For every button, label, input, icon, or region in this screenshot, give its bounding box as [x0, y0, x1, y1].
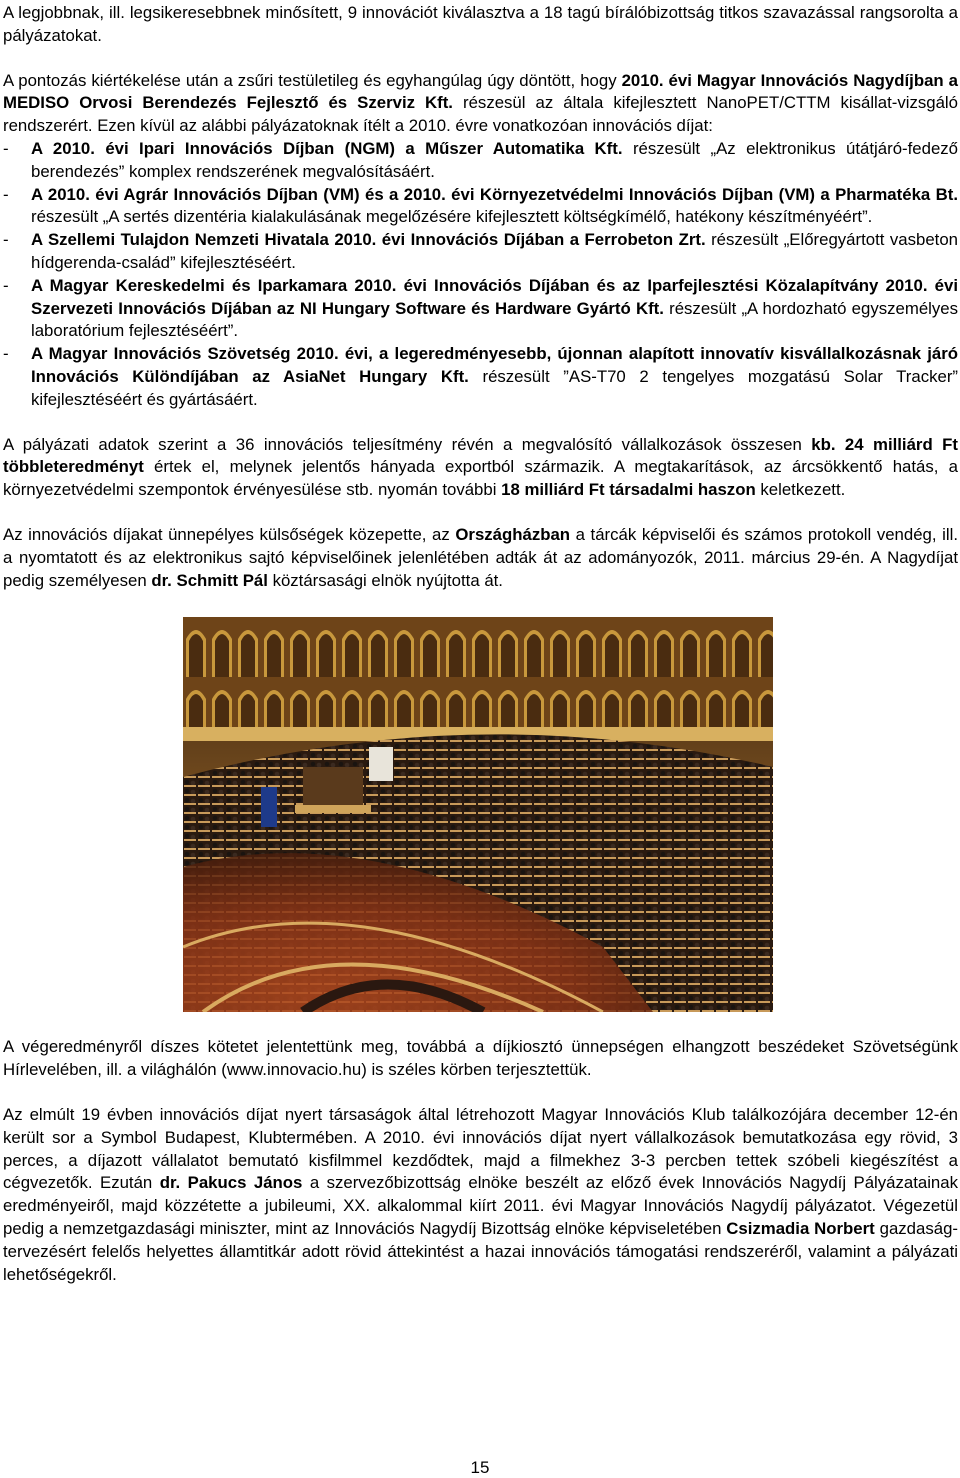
text-span: köztársasági elnök nyújtotta át. [267, 570, 503, 590]
president-name: dr. Schmitt Pál [151, 570, 268, 590]
person-name: Csizmadia Norbert [726, 1218, 875, 1238]
spacer [3, 502, 958, 524]
document-page [3, 0, 958, 1286]
award-item [3, 184, 958, 230]
parliament-photo [183, 617, 773, 1012]
spacer [3, 1012, 958, 1036]
text-span: Az elmúlt 19 évben innovációs díjat nyert társaságok által létrehozott Magyar Innovációs Klub találkozójára december 12-én került sor a Symbol Budapest, Klubtermében. A 2010. évi innovációs díjat nyert vállalkozások bemutatkozása egy rövid, 3 perces, a díjazott vállalatot bemutató kisfilmmel kezdődtek, majd a filmekhez 3-3 percben tettek szóbeli kiegészítést a cégvezetők. Ezután [3, 1104, 958, 1193]
award-description: részesült ”AS-T70 2 tengelyes mozgatású Solar Tracker” kifejlesztéséért és gyártásáért. [31, 366, 958, 409]
list-dash: - [3, 138, 9, 158]
club-paragraph [3, 1104, 958, 1286]
text-span: A pályázati adatok szerint a 36 innovációs teljesítmény révén a megvalósító vállalkozások összesen [3, 434, 812, 454]
grand-prize-winner: 2010. évi Magyar Innovációs Nagydíjban a MEDISO Orvosi Berendezés Fejlesztő és Szerviz Kft. [3, 70, 958, 113]
list-dash: - [3, 230, 9, 250]
award-item [3, 275, 958, 343]
award-title: A Szellemi Tulajdon Nemzeti Hivatala 2010. évi Innovációs Díjában a Ferrobeton Zrt. [31, 230, 706, 250]
intro-paragraph-1: A legjobbnak, ill. legsikeresebbnek minősített, 9 innovációt kiválasztva a 18 tagú bírálóbizottság titkos szavazással rangsorolta a pályázatokat. [3, 3, 958, 45]
spacer [3, 1082, 958, 1104]
award-title: A 2010. évi Agrár Innovációs Díjban (VM) és a 2010. évi Környezetvédelmi Innovációs Díjban (VM) a Pharmatéka Bt. [31, 184, 958, 204]
award-item [3, 229, 958, 275]
page-number: 15 [470, 1458, 490, 1477]
intro-paragraph-2 [3, 70, 958, 138]
highlight-surplus: kb. 24 milliárd Ft többleteredményt [3, 434, 958, 477]
award-description: részesült „Az elektronikus útátjáró-fedező berendezés” komplex rendszerének megvalósításáért. [31, 138, 958, 181]
text-span: a szervezőbizottság elnöke beszélt az előző évek Innovációs Nagydíj Pályázatainak eredményeiről, majd közzétette a jubileumi, XX. alkalommal kiírt 2011. évi Magyar Innovációs Nagydíj pályázatot. Végezetül pedig a nemzetgazdasági miniszter, mint az Innovációs Nagydíj Bizottság elnöke képviseletében [3, 1173, 958, 1238]
award-description: részesült „A sertés dizentéria kialakulásának megelőzésére kifejlesztett költségkímélő, hatékony készítményéért”. [31, 207, 873, 227]
text-span: gazdaság-tervezésért felelős helyettes államtitkár adott rövid áttekintést a hazai innovációs támogatási rendszeréről, valamint a pályázati lehetőségekről. [3, 1218, 958, 1284]
award-title: A Magyar Innovációs Szövetség 2010. évi, a legeredményesebb, újonnan alapított innovatív kisvállalkozásnak járó Innovációs Különdíjában az AsiaNet Hungary Kft. [31, 344, 958, 386]
publication-paragraph: A végeredményről díszes kötetet jelentettünk meg, továbbá a díjkiosztó ünnepségen elhangzott beszédeket Szövetségünk Hírlevelében, ill. a világhálón (www.innovacio.hu) is széles körben terjesztettük. [3, 1037, 958, 1080]
ceremony-paragraph [3, 524, 958, 592]
award-description: részesült „A hordozható egyszemélyes laboratórium fejlesztéséért”. [31, 298, 958, 341]
text-span: értek el, melynek jelentős hányada exportból származik. A megtakarítások, az árcsökkentő hatás, a környezetvédelmi szempontok érvényesülése stb. nyomán további [3, 457, 958, 500]
text-span: részesül az általa kifejlesztett NanoPET/CTTM kisállat-vizsgáló rendszerért. Ezen kívül az alábbi pályázatoknak ítélt a 2010. évre vonatkozóan innovációs díjat: [3, 93, 958, 136]
list-dash: - [3, 184, 9, 204]
award-list [3, 138, 958, 412]
award-title: A 2010. évi Ipari Innovációs Díjban (NGM) a Műszer Automatika Kft. [31, 138, 623, 158]
spacer [3, 412, 958, 434]
list-dash: - [3, 275, 9, 295]
text-span: A pontozás kiértékelése után a zsűri testületileg és egyhangúlag úgy döntött, hogy [3, 70, 622, 90]
award-item [3, 138, 958, 184]
results-paragraph [3, 434, 958, 502]
person-name: dr. Pakucs János [159, 1173, 303, 1193]
list-dash: - [3, 344, 9, 364]
parliament-chamber-image [183, 617, 773, 1012]
venue-name: Országházban [455, 524, 571, 544]
spacer [3, 48, 958, 70]
text-span: a tárcák képviselői és számos protokoll vendég, ill. a nyomtatott és az elektronikus sajtó képviselőinek jelenlétében adták át az adományozók, 2011. március 29-én. A Nagydíjat pedig személyesen [3, 524, 958, 590]
award-item [3, 343, 958, 411]
award-title: A Magyar Kereskedelmi és Iparkamara 2010. évi Innovációs Díjában és az Iparfejlesztési Közalapítvány 2010. évi Szervezeti Innovációs Díjában az NI Hungary Software és Hardware Gyártó Kft. [31, 275, 958, 318]
text-span: keletkezett. [755, 480, 846, 500]
text-span: Az innovációs díjakat ünnepélyes külsőségek közepette, az [3, 524, 456, 544]
highlight-social-benefit: 18 milliárd Ft társadalmi haszon [501, 480, 756, 500]
award-description: részesült „Előregyártott vasbeton hídgerenda-család” kifejlesztéséért. [31, 230, 958, 272]
